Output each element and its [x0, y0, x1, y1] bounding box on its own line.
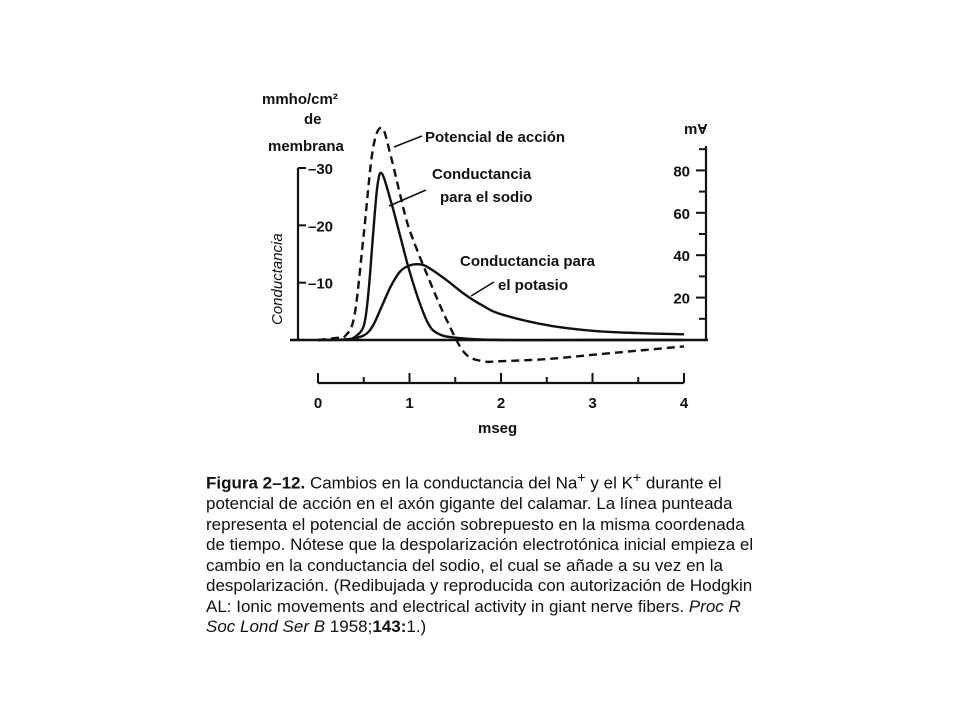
- caption-figure-number: Figura 2–12.: [206, 473, 306, 493]
- y-right-tick-label: 40: [673, 248, 690, 266]
- y-left-unit-label-2: de: [304, 111, 322, 128]
- y-right-tick-label: 80: [673, 163, 690, 181]
- caption-year: 1958;: [325, 617, 373, 637]
- annotation-sodio-label-2: para el sodio: [440, 189, 533, 206]
- series-layer: [318, 128, 684, 362]
- x-axis-title: mseg: [478, 420, 518, 437]
- y-left-tick-label: –30: [308, 161, 334, 178]
- figure-caption: [206, 468, 766, 638]
- x-tick-label: 3: [588, 395, 597, 412]
- caption-text-1: Cambios en la conductancia del Na: [305, 473, 578, 493]
- caption-sup-na: +: [577, 470, 586, 486]
- y-left-axis-title: Conductancia: [269, 233, 286, 325]
- annotation-potasio-leader: [471, 282, 494, 296]
- caption-volume: 143:: [372, 617, 407, 637]
- x-tick-label: 4: [679, 395, 689, 412]
- y-right-tick-label: 20: [673, 290, 690, 308]
- annotation-potencial-leader: [394, 136, 422, 147]
- annotation-potasio-label-2: el potasio: [498, 277, 569, 294]
- caption-text-body: durante el potencial de acción en el axón gigante del calamar. La línea punteada representa el potencial de acción sobrepuesto en la misma coordenada de tiempo. Nótese que la despolarización electrotónica inicial empieza el cambio en la conductancia del sodio, el cual se añade a su vez en la despolarización. (Redibujada y reproducida con autorización de Hodgkin AL: Ionic movements and electrical activity in giant nerve fibers.: [206, 473, 754, 616]
- y-right-tick-label: 60: [673, 205, 690, 223]
- caption-sup-k: +: [632, 470, 642, 486]
- y-left-unit-label-3: membrana: [268, 138, 344, 155]
- x-tick-label: 1: [405, 395, 414, 412]
- x-tick-label: 2: [496, 395, 506, 412]
- y-right-unit-label: mV: [684, 121, 708, 138]
- caption-text-2: y el K: [585, 473, 633, 493]
- annotation-potasio-label-1: Conductancia para: [460, 253, 596, 270]
- y-left-unit-label-1: mmho/cm²: [262, 91, 338, 108]
- annotation-potencial-label: Potencial de acción: [425, 129, 566, 146]
- y-left-tick-label: –20: [308, 218, 334, 236]
- caption-end: 1.): [406, 617, 427, 637]
- y-left-tick-label: –10: [308, 275, 334, 293]
- series-potassium-conductance: [318, 264, 684, 340]
- x-tick-label: 0: [313, 395, 323, 412]
- annotation-sodio-label-1: Conductancia: [432, 166, 532, 183]
- caption-journal: Proc R Soc Lond Ser B: [206, 596, 741, 637]
- annotation-sodio-leader: [389, 190, 426, 206]
